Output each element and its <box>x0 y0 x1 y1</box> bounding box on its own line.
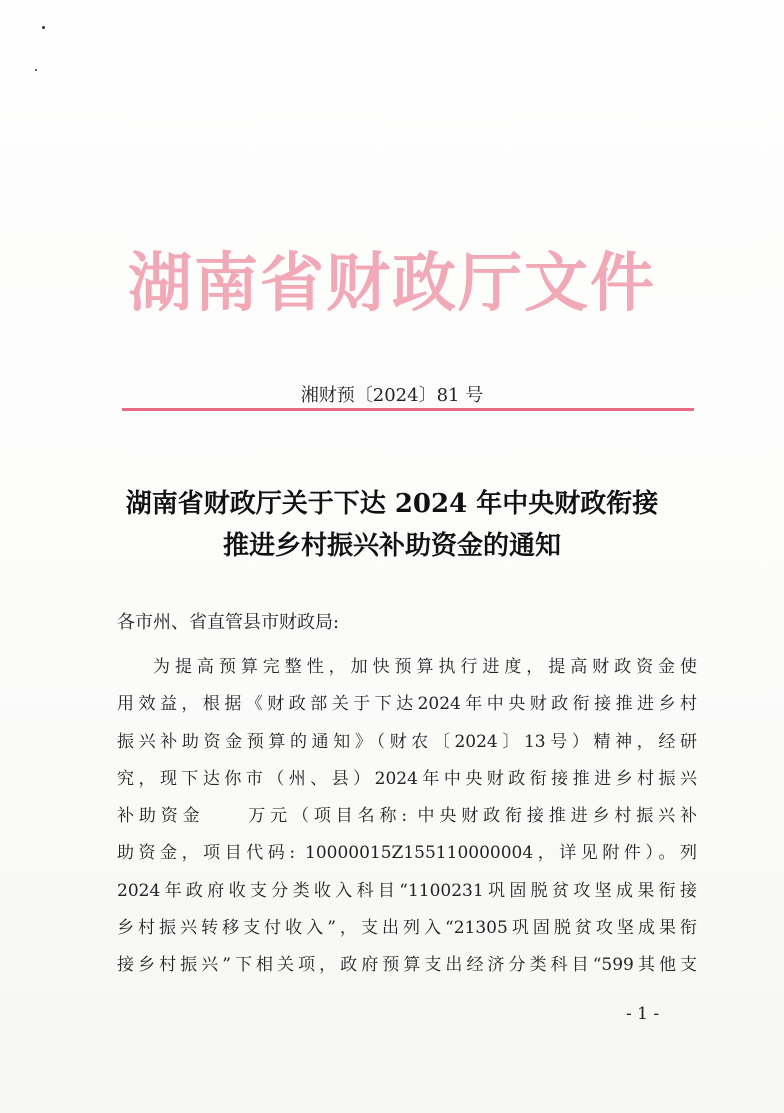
title-line-1: 湖南省财政厅关于下达 2024 年中央财政衔接 <box>125 489 659 519</box>
body-text <box>117 649 697 985</box>
body-line: 接乡村振兴”下相关项，政府预算支出经济分类科目“599其他支 <box>117 955 697 976</box>
body-line: 为提高预算完整性，加快预算执行进度，提高财政资金使 <box>153 657 697 677</box>
document-title <box>90 483 694 567</box>
red-separator-line <box>122 408 694 411</box>
body-line: 用效益，根据《财政部关于下达2024年中央财政衔接推进乡村 <box>117 694 697 715</box>
body-line: 究，现下达你市（州、县）2024年中央财政衔接推进乡村振兴 <box>117 768 697 789</box>
addressee: 各市州、省直管县市财政局: <box>117 612 340 633</box>
body-line: 补助资金 万元（项目名称: 中央财政衔接推进乡村振兴补 <box>117 806 697 827</box>
body-line: 乡村振兴转移支付收入”，支出列入“21305巩固脱贫攻坚成果衔 <box>117 918 697 939</box>
document-number: 湘财预〔2024〕81 号 <box>300 385 484 406</box>
page-number: - 1 - <box>626 1004 660 1024</box>
body-line: 助资金，项目代码: 10000015Z155110000004，详见附件）。列 <box>117 843 697 864</box>
scan-speck <box>35 69 37 71</box>
scan-speck <box>42 26 45 29</box>
red-header-title: 湖南省财政厅文件 <box>128 246 656 321</box>
body-line: 2024年政府收支分类收入科目“1100231巩固脱贫攻坚成果衔接 <box>117 880 697 901</box>
body-line: 振兴补助资金预算的通知》（财农〔2024〕13号）精神，经研 <box>117 731 697 752</box>
title-line-2: 推进乡村振兴补助资金的通知 <box>222 531 561 561</box>
